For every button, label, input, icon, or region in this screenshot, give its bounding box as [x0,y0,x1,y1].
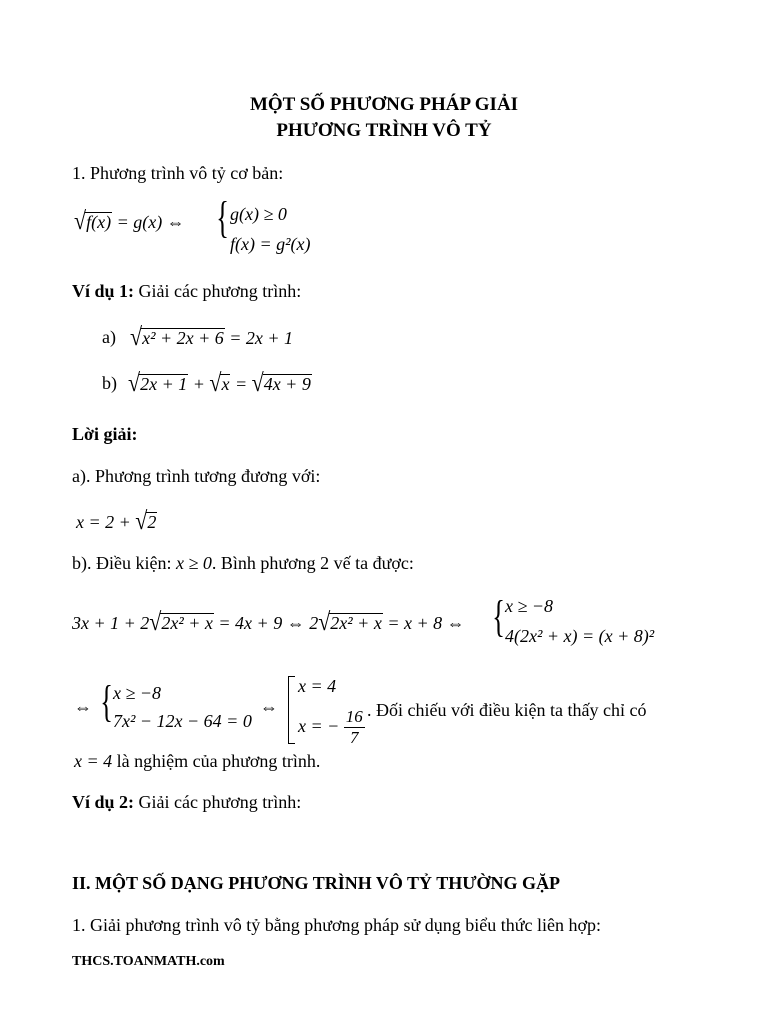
solution-b-text-pre: b). Điều kiện: [72,553,172,573]
example1-a-radicand: x² + 2x + 6 [142,328,224,349]
formula-basic [74,206,185,235]
example1-heading [72,281,301,302]
eq2-sol2-pre: x = − [298,716,340,737]
solution-b-text-post: . Bình phương 2 vế ta được: [211,553,414,573]
eq1-case1: x ≥ −8 [505,596,554,616]
eq1-radicand1: 2x² + x [161,613,213,634]
doc-title-line2: PHƯƠNG TRÌNH VÔ TỶ [276,120,492,141]
conclusion-text: là nghiệm của phương trình. [112,751,321,771]
radicand-fx: f(x) [86,212,112,233]
example1-b-radicand1: 2x + 1 [140,374,188,395]
section1-heading: 1. Phương trình vô tỷ cơ bản: [72,163,284,183]
solution-b-condition: x ≥ 0 [175,553,212,573]
solution-a-radicand: 2 [147,512,157,533]
eq2-fraction [344,708,365,748]
sqrt-symbol: √ [74,206,87,235]
conclusion-line [74,751,320,772]
solution-a-result-pre: x = 2 + [76,512,131,532]
example1-a-equation: √ x² + 2x + 6 = 2x + 1 [130,322,294,351]
doc-title-line1: MỘT SỐ PHƯƠNG PHÁP GIẢI [249,94,519,115]
eq2-iff1: ⇔ [74,697,92,717]
solution-b-line [72,553,414,574]
eq1-part-b: = 4x + 9 ⇔ 2 [218,613,319,633]
example1-b-equation: √ 2x + 1 + √ x = √ 4x + 9 [128,368,311,397]
example1-b-plus: + [192,374,205,394]
eq1-part-a: 3x + 1 + 2 [72,613,150,633]
solution-heading: Lời giải: [72,424,138,444]
eq2-brace: { [100,677,113,726]
conclusion-math: x = 4 [74,751,113,771]
eq2-tail-text: . Đối chiếu với điều kiện ta thấy chỉ có [367,700,647,720]
footer-site: THCS.TOANMATH.com [72,954,225,969]
section2-heading: II. MỘT SỐ DẠNG PHƯƠNG TRÌNH VÔ TỶ THƯỜNG GẶP [72,873,561,893]
eq2-bracket [288,676,295,744]
example1-b-radicand3: 4x + 9 [263,374,311,395]
formula-basic-brace: { [216,193,229,242]
eq2-sol1: x = 4 [298,676,337,696]
eq2-frac-den: 7 [350,727,359,747]
example2-text: Giải các phương trình: [134,792,302,812]
example2-label: Ví dụ 2: [72,792,135,812]
example1-b-label: b) [102,373,117,393]
eq2-iff2: ⇔ [260,697,278,717]
eq2-sol2 [298,708,365,748]
section2-item1: 1. Giải phương trình vô tỷ bằng phương pháp sử dụng biểu thức liên hợp: [72,915,602,935]
example1-text: Giải các phương trình: [134,281,302,301]
eq2-case2: 7x² − 12x − 64 = 0 [113,711,252,731]
solution-a-text: a). Phương trình tương đương với: [72,466,321,486]
example1-a-label: a) [102,327,116,347]
eq1-brace: { [492,592,505,641]
example2-heading [72,792,301,813]
eq1-part-c: = x + 8 ⇔ [387,613,465,633]
eq2-frac-num: 16 [345,707,363,726]
solution-a-result: x = 2 + √ 2 [76,506,157,535]
eq1-case2: 4(2x² + x) = (x + 8)² [505,626,655,646]
example1-label: Ví dụ 1: [72,281,135,301]
example1-b-radicand2: x [221,374,230,395]
example1-a-rhs: = 2x + 1 [229,328,294,348]
eq2-case1: x ≥ −8 [113,683,162,703]
formula-basic-case2: f(x) = g²(x) [230,234,311,254]
sqrt-fx [74,206,112,235]
formula-basic-case1: g(x) ≥ 0 [230,204,287,224]
equation-line1: 3x + 1 + 2 √ 2x² + x = 4x + 9 ⇔ 2 √ 2x² + x = x + 8 ⇔ [72,607,465,636]
example1-b-eq: = [234,374,248,394]
formula-basic-rhs: = g(x) ⇔ [116,212,185,232]
eq1-radicand2: 2x² + x [330,613,382,634]
